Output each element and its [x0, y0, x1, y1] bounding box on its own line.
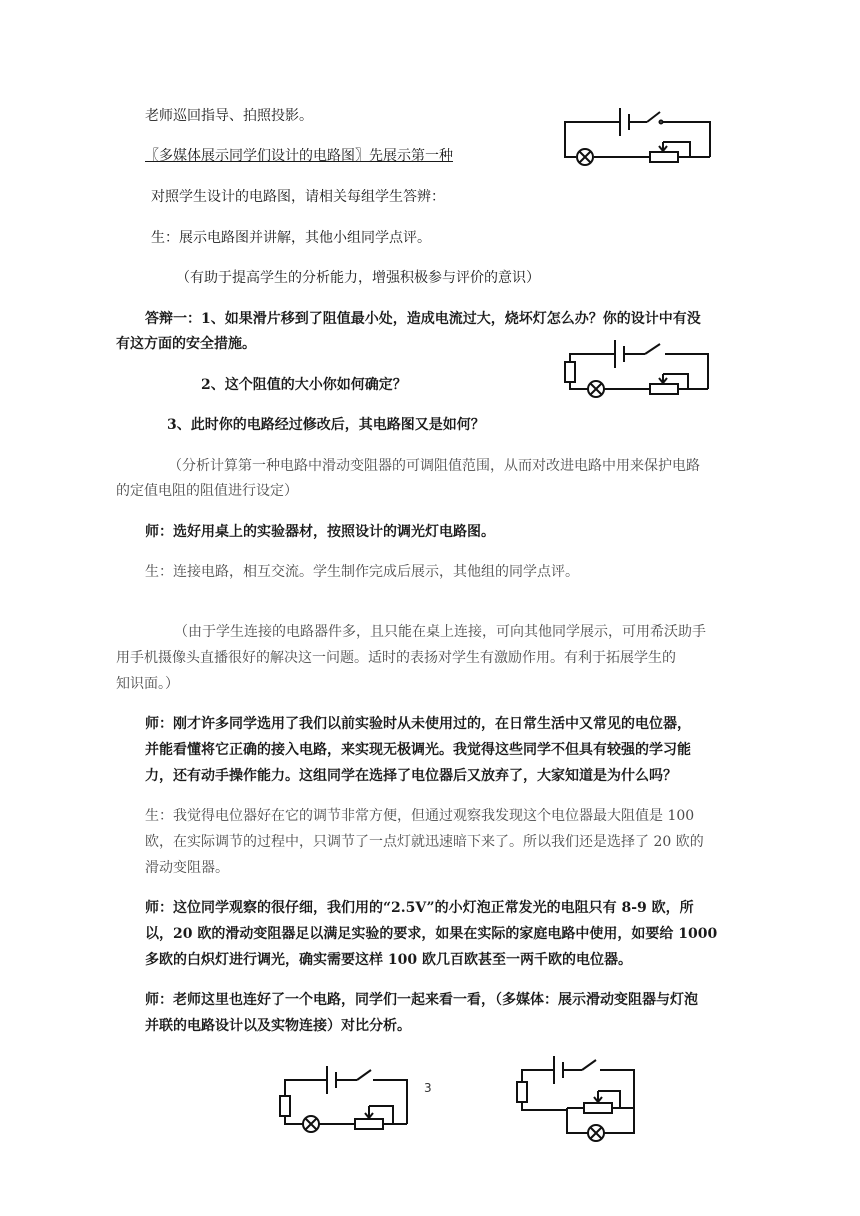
page-number: 3: [424, 1081, 432, 1095]
text-line-6: 答辩一：1、如果滑片移到了阻值最小处，造成电流过大，烧坏灯怎么办？你的设计中有没: [145, 311, 701, 327]
text-line-5: （有助于提高学生的分析能力，增强积极参与评价的意识）: [176, 270, 540, 286]
text-line-23: 师：这位同学观察的很仔细，我们用的“2.5V”的小灯泡正常发光的电阻只有 8-9 欧，所: [145, 900, 694, 916]
text-line-8: 2、这个阻值的大小你如何确定？: [201, 377, 407, 393]
text-line-13: 生：连接电路，相互交流。学生制作完成后展示，其他组的同学点评。: [145, 564, 579, 580]
text-line-3: 对照学生设计的电路图，请相关每组学生答辨：: [151, 189, 445, 205]
text-line-17: 师：刚才许多同学选用了我们以前实验时从未使用过的，在日常生活中又常见的电位器，: [145, 716, 691, 732]
text-line-16: 知识面。）: [116, 676, 179, 692]
text-line-21: 欧，在实际调节的过程中，只调节了一点灯就迅速暗下来了。所以我们还是选择了 20 欧的: [145, 834, 704, 850]
text-line-19: 力，还有动手操作能力。这组同学在选择了电位器后又放弃了，大家知道是为什么吗？: [145, 768, 677, 784]
text-line-20: 生：我觉得电位器好在它的调节非常方便，但通过观察我发现这个电位器最大阻值是 100: [145, 808, 695, 824]
text-line-27: 并联的电路设计以及实物连接）对比分析。: [145, 1018, 411, 1034]
text-line-26: 师：老师这里也连好了一个电路，同学们一起来看一看，（多媒体：展示滑动变阻器与灯泡: [145, 992, 698, 1008]
circuit-diagram-with-protective-resistor: [560, 332, 720, 402]
text-line-24: 以，20 欧的滑动变阻器足以满足实验的要求，如果在实际的家庭电路中使用，如要给 1000: [145, 926, 718, 942]
text-line-15: 用手机摄像头直播很好的解决这一问题。适时的表扬对学生有激励作用。有利于拓展学生的: [116, 650, 676, 666]
text-line-14: （由于学生连接的电路器件多，且只能在桌上连接，可向其他同学展示，可用希沃助手: [174, 624, 706, 640]
text-line-9: 3、此时你的电路经过修改后，其电路图又是如何？: [167, 417, 485, 433]
circuit-diagram-bottom-series: [275, 1062, 420, 1142]
text-line-7: 有这方面的安全措施。: [116, 336, 256, 352]
text-line-10: （分析计算第一种电路中滑动变阻器的可调阻值范围，从而对改进电路中用来保护电路: [168, 458, 700, 474]
circuit-diagram-bottom-parallel: [512, 1055, 642, 1145]
circuit-diagram-series-rheostat: [555, 100, 720, 170]
text-line-25: 多欧的白炽灯进行调光，确实需要这样 100 欧几百欧甚至一两千欧的电位器。: [145, 952, 632, 968]
text-line-22: 滑动变阻器。: [145, 860, 229, 876]
text-line-11: 的定值电阻的阻值进行设定）: [116, 483, 298, 499]
text-line-2: 〖多媒体展示同学们设计的电路图〗先展示第一种: [145, 148, 453, 164]
text-line-4: 生：展示电路图并讲解，其他小组同学点评。: [151, 230, 431, 246]
text-line-12: 师：选好用桌上的实验器材，按照设计的调光灯电路图。: [145, 524, 495, 540]
text-line-18: 并能看懂将它正确的接入电路，来实现无极调光。我觉得这些同学不但具有较强的学习能: [145, 742, 691, 758]
text-line-1: 老师巡回指导、拍照投影。: [145, 108, 313, 124]
